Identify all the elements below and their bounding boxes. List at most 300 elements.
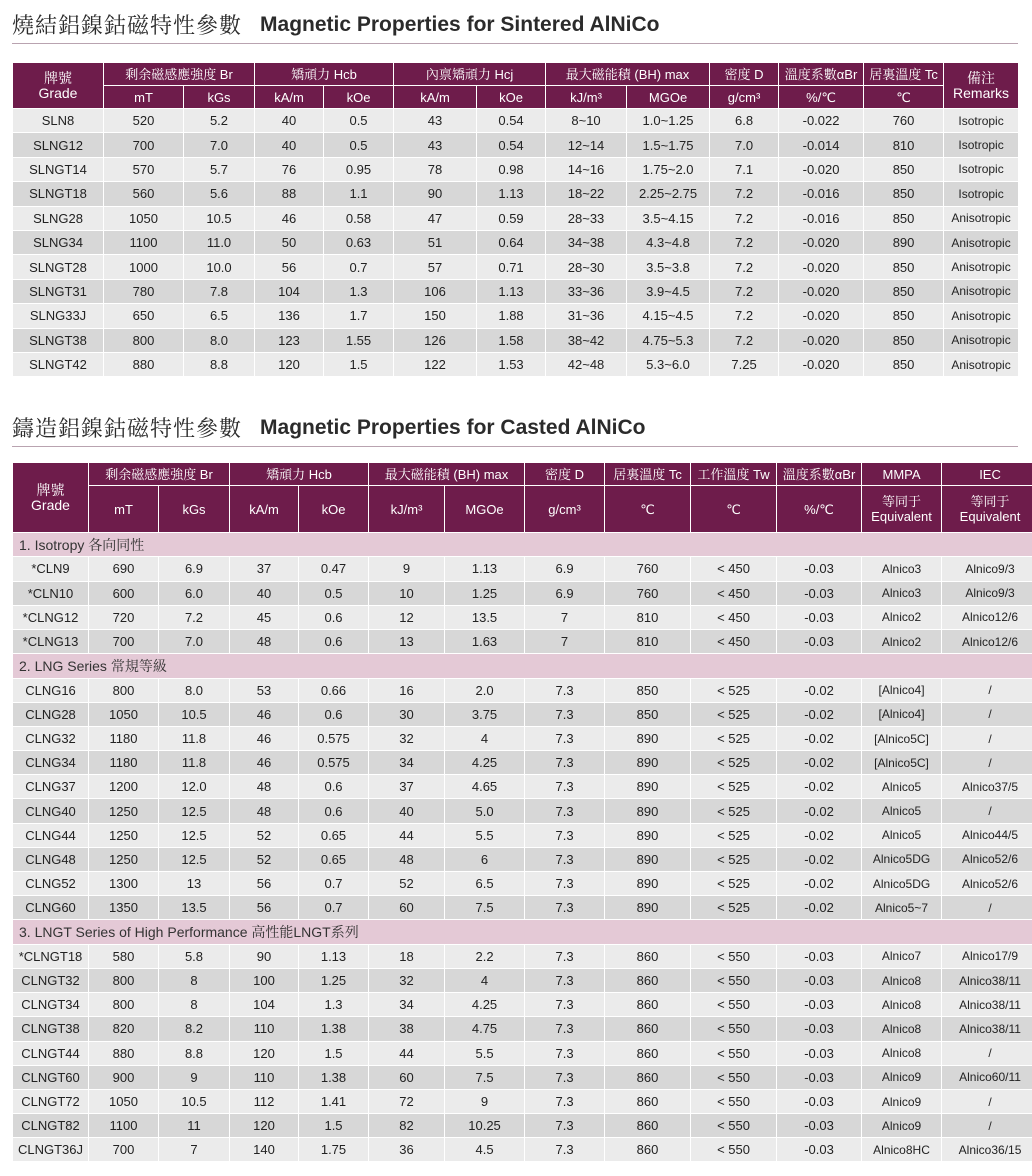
work-temp-cell: < 550	[691, 1017, 777, 1041]
unit-header: kJ/m³	[546, 86, 627, 109]
hcb-koe-cell: 0.47	[299, 557, 369, 581]
curie-temp-cell: 760	[605, 581, 691, 605]
hcb-kam-cell: 140	[230, 1138, 299, 1162]
hcj-koe-cell: 1.88	[477, 304, 546, 328]
hcb-kam-cell: 53	[230, 678, 299, 702]
density-cell: 7.2	[710, 230, 779, 254]
br-kgs-cell: 8	[159, 968, 230, 992]
sintered-title	[12, 9, 659, 40]
temp-coef-cell: -0.020	[779, 230, 864, 254]
iec-cell: Alnico38/11	[942, 968, 1032, 992]
hcb-kam-cell: 46	[230, 702, 299, 726]
br-kgs-cell: 10.5	[159, 702, 230, 726]
table-row	[13, 726, 1032, 750]
hcb-koe-cell: 1.5	[299, 1041, 369, 1065]
sintered-title-en: Magnetic Properties for Sintered AlNiCo	[260, 12, 660, 36]
mmpa-cell: [Alnico4]	[862, 678, 942, 702]
grade-cell: *CLNG13	[13, 629, 89, 653]
curie-temp-cell: 850	[605, 702, 691, 726]
hcj-koe-cell: 0.54	[477, 133, 546, 157]
iec-cell: /	[942, 1114, 1032, 1138]
temp-coef-cell: -0.03	[777, 1017, 862, 1041]
temp-coef-cell: -0.02	[777, 751, 862, 775]
grade-cell: SLNG28	[13, 206, 104, 230]
br-mt-cell: 800	[104, 328, 184, 352]
remarks-cell: Anisotropic	[944, 230, 1019, 254]
curie-temp-cell: 890	[605, 751, 691, 775]
mmpa-cell: Alnico5~7	[862, 896, 942, 920]
hcb-kam-cell: 46	[230, 726, 299, 750]
hcb-koe-cell: 0.6	[299, 775, 369, 799]
temp-coef-cell: -0.03	[777, 944, 862, 968]
br-kgs-cell: 8.8	[159, 1041, 230, 1065]
mmpa-cell: Alnico2	[862, 605, 942, 629]
equivalent-en: Equivalent	[871, 509, 932, 524]
temp-coef-cell: -0.03	[777, 1041, 862, 1065]
grade-cell: CLNGT72	[13, 1089, 89, 1113]
bh-kjm3-cell: 28~30	[546, 255, 627, 279]
hcb-kam-cell: 45	[230, 605, 299, 629]
bh-kjm3-cell: 34	[369, 993, 445, 1017]
temp-coef-cell: -0.02	[777, 823, 862, 847]
table-row	[13, 557, 1032, 581]
table-row	[13, 304, 1019, 328]
temp-coef-cell: -0.016	[779, 206, 864, 230]
density-cell: 7.3	[525, 775, 605, 799]
br-kgs-cell: 5.2	[184, 109, 255, 133]
work-temp-cell: < 550	[691, 968, 777, 992]
br-mt-cell: 800	[89, 993, 159, 1017]
bh-kjm3-cell: 37	[369, 775, 445, 799]
density-cell: 6.9	[525, 557, 605, 581]
grade-cell: SLNGT31	[13, 279, 104, 303]
category-label: 2. LNG Series 常規等級	[13, 654, 1032, 678]
curie-temp-cell: 760	[864, 109, 944, 133]
hcb-kam-cell: 56	[230, 896, 299, 920]
table-row	[13, 896, 1032, 920]
table-row	[13, 279, 1019, 303]
iec-cell: Alnico12/6	[942, 629, 1032, 653]
mmpa-cell: Alnico3	[862, 581, 942, 605]
temp-coef-cell: -0.03	[777, 1114, 862, 1138]
iec-cell: Alnico9/3	[942, 581, 1032, 605]
bh-mgoe-cell: 1.75~2.0	[627, 157, 710, 181]
curie-temp-cell: 860	[605, 944, 691, 968]
grade-cell: CLNG48	[13, 847, 89, 871]
iec-cell: Alnico52/6	[942, 847, 1032, 871]
br-mt-cell: 1050	[104, 206, 184, 230]
bh-kjm3-cell: 36	[369, 1138, 445, 1162]
mmpa-cell: [Alnico5C]	[862, 751, 942, 775]
density-cell: 6.8	[710, 109, 779, 133]
mmpa-cell: Alnico8HC	[862, 1138, 942, 1162]
br-mt-cell: 560	[104, 182, 184, 206]
br-kgs-cell: 10.5	[184, 206, 255, 230]
hcj-kam-cell: 43	[394, 109, 477, 133]
work-temp-cell: < 550	[691, 1089, 777, 1113]
mmpa-cell: Alnico2	[862, 629, 942, 653]
remarks-cell: Isotropic	[944, 182, 1019, 206]
bh-mgoe-cell: 1.5~1.75	[627, 133, 710, 157]
table-row	[13, 1065, 1032, 1089]
bh-kjm3-cell: 82	[369, 1114, 445, 1138]
grade-cell: CLNG60	[13, 896, 89, 920]
hcb-koe-cell: 0.5	[324, 133, 394, 157]
mmpa-cell: Alnico5	[862, 799, 942, 823]
work-temp-cell: < 525	[691, 896, 777, 920]
iec-cell: Alnico12/6	[942, 605, 1032, 629]
br-mt-cell: 800	[89, 678, 159, 702]
hcb-koe-cell: 0.6	[299, 799, 369, 823]
temp-coef-header: 溫度系數αBr	[777, 463, 862, 486]
temp-coef-cell: -0.02	[777, 872, 862, 896]
hcj-header: 內禀矯頑力 Hcj	[394, 63, 546, 86]
br-mt-cell: 650	[104, 304, 184, 328]
density-cell: 7.3	[525, 968, 605, 992]
remarks-cell: Anisotropic	[944, 328, 1019, 352]
work-temp-cell: < 525	[691, 702, 777, 726]
hcb-kam-cell: 52	[230, 847, 299, 871]
hcj-kam-cell: 47	[394, 206, 477, 230]
density-cell: 7	[525, 605, 605, 629]
hcb-koe-cell: 0.6	[299, 605, 369, 629]
curie-temp-cell: 850	[864, 352, 944, 376]
bh-kjm3-cell: 12	[369, 605, 445, 629]
table-row	[13, 1041, 1032, 1065]
curie-temp-cell: 850	[864, 255, 944, 279]
bh-mgoe-cell: 6	[445, 847, 525, 871]
remarks-cell: Anisotropic	[944, 279, 1019, 303]
density-cell: 7.1	[710, 157, 779, 181]
grade-cell: SLNG33J	[13, 304, 104, 328]
br-kgs-cell: 13.5	[159, 896, 230, 920]
bh-mgoe-cell: 2.0	[445, 678, 525, 702]
hcb-header: 矯頑力 Hcb	[230, 463, 369, 486]
hcj-koe-cell: 0.54	[477, 109, 546, 133]
bh-kjm3-cell: 32	[369, 968, 445, 992]
grade-cell: CLNG34	[13, 751, 89, 775]
bh-mgoe-cell: 4.3~4.8	[627, 230, 710, 254]
mmpa-equivalent-header	[862, 486, 942, 533]
bh-kjm3-cell: 40	[369, 799, 445, 823]
curie-temp-cell: 850	[864, 157, 944, 181]
curie-temp-cell: 810	[864, 133, 944, 157]
work-temp-header: 工作溫度 Tw	[691, 463, 777, 486]
grade-cell: CLNG16	[13, 678, 89, 702]
table-row	[13, 605, 1032, 629]
bh-kjm3-cell: 33~36	[546, 279, 627, 303]
curie-temp-cell: 860	[605, 1065, 691, 1089]
br-kgs-cell: 8	[159, 993, 230, 1017]
work-temp-cell: < 525	[691, 872, 777, 896]
table-row	[13, 847, 1032, 871]
density-cell: 7.3	[525, 896, 605, 920]
bh-mgoe-cell: 7.5	[445, 1065, 525, 1089]
br-mt-cell: 820	[89, 1017, 159, 1041]
table-row	[13, 255, 1019, 279]
curie-temp-cell: 850	[864, 182, 944, 206]
unit-header: kA/m	[230, 486, 299, 533]
bh-mgoe-cell: 5.0	[445, 799, 525, 823]
bh-max-header: 最大磁能積 (BH) max	[369, 463, 525, 486]
br-mt-cell: 1250	[89, 847, 159, 871]
iec-cell: /	[942, 726, 1032, 750]
hcj-koe-cell: 1.58	[477, 328, 546, 352]
equivalent-cn: 等同于	[882, 494, 922, 509]
temp-coef-cell: -0.03	[777, 557, 862, 581]
hcj-koe-cell: 0.71	[477, 255, 546, 279]
hcb-koe-cell: 1.75	[299, 1138, 369, 1162]
casted-title-rule	[12, 446, 1018, 447]
sintered-title-rule	[12, 43, 1018, 44]
density-cell: 7.3	[525, 1017, 605, 1041]
br-mt-cell: 1250	[89, 823, 159, 847]
curie-temp-cell: 850	[864, 206, 944, 230]
bh-mgoe-cell: 3.9~4.5	[627, 279, 710, 303]
bh-kjm3-cell: 48	[369, 847, 445, 871]
bh-kjm3-cell: 44	[369, 823, 445, 847]
hcb-kam-cell: 46	[255, 206, 324, 230]
hcb-koe-cell: 1.38	[299, 1017, 369, 1041]
hcb-koe-cell: 1.1	[324, 182, 394, 206]
br-mt-cell: 880	[104, 352, 184, 376]
work-temp-cell: < 450	[691, 605, 777, 629]
density-cell: 7.0	[710, 133, 779, 157]
bh-mgoe-cell: 13.5	[445, 605, 525, 629]
bh-mgoe-cell: 4.25	[445, 751, 525, 775]
br-mt-cell: 1050	[89, 702, 159, 726]
remarks-header-cn: 備注	[967, 69, 996, 86]
br-mt-cell: 900	[89, 1065, 159, 1089]
hcb-koe-cell: 0.5	[299, 581, 369, 605]
table-row	[13, 1017, 1032, 1041]
unit-header: kOe	[299, 486, 369, 533]
br-mt-cell: 780	[104, 279, 184, 303]
hcb-koe-cell: 1.13	[299, 944, 369, 968]
curie-temp-header: 居裏溫度 Tc	[864, 63, 944, 86]
temp-coef-cell: -0.03	[777, 993, 862, 1017]
mmpa-header: MMPA	[862, 463, 942, 486]
grade-cell: CLNGT60	[13, 1065, 89, 1089]
curie-temp-cell: 860	[605, 1017, 691, 1041]
temp-coef-cell: -0.02	[777, 702, 862, 726]
remarks-cell: Anisotropic	[944, 304, 1019, 328]
table-row	[13, 1089, 1032, 1113]
hcj-kam-cell: 126	[394, 328, 477, 352]
grade-cell: SLNG12	[13, 133, 104, 157]
bh-kjm3-cell: 16	[369, 678, 445, 702]
br-kgs-cell: 9	[159, 1065, 230, 1089]
br-kgs-cell: 5.8	[159, 944, 230, 968]
temp-coef-cell: -0.016	[779, 182, 864, 206]
br-mt-cell: 600	[89, 581, 159, 605]
br-mt-cell: 700	[89, 1138, 159, 1162]
density-cell: 6.9	[525, 581, 605, 605]
mmpa-cell: [Alnico4]	[862, 702, 942, 726]
density-cell: 7.3	[525, 1089, 605, 1113]
br-kgs-cell: 12.5	[159, 799, 230, 823]
hcb-kam-cell: 40	[255, 109, 324, 133]
hcb-koe-cell: 1.41	[299, 1089, 369, 1113]
bh-kjm3-cell: 18~22	[546, 182, 627, 206]
bh-kjm3-cell: 38~42	[546, 328, 627, 352]
br-mt-cell: 580	[89, 944, 159, 968]
casted-title-en: Magnetic Properties for Casted AlNiCo	[260, 415, 646, 439]
curie-temp-cell: 860	[605, 1041, 691, 1065]
br-kgs-cell: 8.0	[159, 678, 230, 702]
bh-mgoe-cell: 5.5	[445, 823, 525, 847]
hcb-koe-cell: 1.3	[299, 993, 369, 1017]
curie-temp-header: 居裏溫度 Tc	[605, 463, 691, 486]
unit-header: g/cm³	[525, 486, 605, 533]
remarks-cell: Anisotropic	[944, 206, 1019, 230]
grade-header	[13, 463, 89, 533]
br-mt-cell: 520	[104, 109, 184, 133]
curie-temp-cell: 860	[605, 1089, 691, 1113]
work-temp-cell: < 525	[691, 799, 777, 823]
bh-kjm3-cell: 9	[369, 557, 445, 581]
work-temp-cell: < 525	[691, 678, 777, 702]
br-mt-cell: 700	[89, 629, 159, 653]
bh-kjm3-cell: 38	[369, 1017, 445, 1041]
bh-kjm3-cell: 14~16	[546, 157, 627, 181]
hcb-kam-cell: 48	[230, 775, 299, 799]
hcb-koe-cell: 1.5	[324, 352, 394, 376]
bh-kjm3-cell: 10	[369, 581, 445, 605]
hcb-kam-cell: 40	[255, 133, 324, 157]
remarks-cell: Anisotropic	[944, 352, 1019, 376]
iec-cell: Alnico37/5	[942, 775, 1032, 799]
br-mt-cell: 1000	[104, 255, 184, 279]
iec-cell: /	[942, 1041, 1032, 1065]
hcb-kam-cell: 48	[230, 799, 299, 823]
iec-cell: /	[942, 1089, 1032, 1113]
density-cell: 7.2	[710, 255, 779, 279]
br-mt-cell: 1250	[89, 799, 159, 823]
density-header: 密度 D	[525, 463, 605, 486]
curie-temp-cell: 890	[605, 847, 691, 871]
hcj-koe-cell: 0.64	[477, 230, 546, 254]
bh-kjm3-cell: 12~14	[546, 133, 627, 157]
bh-mgoe-cell: 4.15~4.5	[627, 304, 710, 328]
sintered-title-cn: 燒結鋁鎳鈷磁特性參數	[12, 14, 243, 39]
br-mt-cell: 1100	[89, 1114, 159, 1138]
bh-mgoe-cell: 3.75	[445, 702, 525, 726]
hcb-koe-cell: 0.6	[299, 629, 369, 653]
br-kgs-cell: 8.2	[159, 1017, 230, 1041]
grade-cell: CLNGT38	[13, 1017, 89, 1041]
hcb-koe-cell: 0.5	[324, 109, 394, 133]
table-row	[13, 702, 1032, 726]
br-kgs-cell: 7	[159, 1138, 230, 1162]
density-cell: 7.3	[525, 1065, 605, 1089]
temp-coef-cell: -0.02	[777, 726, 862, 750]
table-row	[13, 823, 1032, 847]
grade-cell: CLNGT34	[13, 993, 89, 1017]
grade-cell: SLN8	[13, 109, 104, 133]
remarks-cell: Isotropic	[944, 133, 1019, 157]
unit-header: g/cm³	[710, 86, 779, 109]
grade-header-cn: 牌號	[44, 69, 72, 86]
grade-cell: CLNGT44	[13, 1041, 89, 1065]
hcb-koe-cell: 0.65	[299, 847, 369, 871]
br-kgs-cell: 5.7	[184, 157, 255, 181]
hcb-kam-cell: 52	[230, 823, 299, 847]
casted-properties-table	[12, 462, 1032, 1162]
hcj-koe-cell: 1.53	[477, 352, 546, 376]
density-cell: 7.3	[525, 847, 605, 871]
br-header: 剩余磁感應強度 Br	[89, 463, 230, 486]
temp-coef-header: 溫度系數αBr	[779, 63, 864, 86]
curie-temp-cell: 890	[864, 230, 944, 254]
temp-coef-cell: -0.020	[779, 279, 864, 303]
table-row	[13, 775, 1032, 799]
bh-mgoe-cell: 4	[445, 726, 525, 750]
density-cell: 7.2	[710, 279, 779, 303]
bh-kjm3-cell: 60	[369, 1065, 445, 1089]
work-temp-cell: < 525	[691, 823, 777, 847]
equivalent-en: Equivalent	[959, 509, 1021, 524]
table-row	[13, 678, 1032, 702]
unit-header: kA/m	[394, 86, 477, 109]
iec-equivalent-header	[942, 486, 1032, 533]
mmpa-cell: Alnico8	[862, 968, 942, 992]
sintered-properties-table	[12, 62, 1019, 377]
mmpa-cell: Alnico3	[862, 557, 942, 581]
temp-coef-cell: -0.02	[777, 799, 862, 823]
work-temp-cell: < 550	[691, 1138, 777, 1162]
casted-title-cn: 鑄造鋁鎳鈷磁特性參數	[12, 417, 243, 442]
category-row	[13, 920, 1032, 944]
hcb-koe-cell: 0.6	[299, 702, 369, 726]
bh-kjm3-cell: 52	[369, 872, 445, 896]
br-kgs-cell: 10.5	[159, 1089, 230, 1113]
bh-mgoe-cell: 3.5~4.15	[627, 206, 710, 230]
category-label: 1. Isotropy 各向同性	[13, 533, 1032, 557]
br-kgs-cell: 7.8	[184, 279, 255, 303]
mmpa-cell: Alnico5DG	[862, 872, 942, 896]
iec-cell: Alnico38/11	[942, 993, 1032, 1017]
bh-kjm3-cell: 72	[369, 1089, 445, 1113]
density-cell: 7.3	[525, 726, 605, 750]
bh-kjm3-cell: 28~33	[546, 206, 627, 230]
unit-header: ℃	[864, 86, 944, 109]
hcb-header: 矯頑力 Hcb	[255, 63, 394, 86]
hcb-kam-cell: 136	[255, 304, 324, 328]
hcb-koe-cell: 0.65	[299, 823, 369, 847]
hcb-koe-cell: 1.3	[324, 279, 394, 303]
hcb-koe-cell: 0.63	[324, 230, 394, 254]
iec-cell: Alnico52/6	[942, 872, 1032, 896]
unit-header: %/℃	[777, 486, 862, 533]
grade-cell: SLNGT42	[13, 352, 104, 376]
work-temp-cell: < 525	[691, 775, 777, 799]
density-cell: 7.3	[525, 944, 605, 968]
unit-header: kA/m	[255, 86, 324, 109]
hcb-kam-cell: 48	[230, 629, 299, 653]
temp-coef-cell: -0.03	[777, 605, 862, 629]
table-row	[13, 968, 1032, 992]
curie-temp-cell: 890	[605, 823, 691, 847]
bh-mgoe-cell: 1.25	[445, 581, 525, 605]
temp-coef-cell: -0.020	[779, 157, 864, 181]
unit-header: kGs	[184, 86, 255, 109]
hcb-koe-cell: 1.25	[299, 968, 369, 992]
bh-kjm3-cell: 60	[369, 896, 445, 920]
table-row	[13, 230, 1019, 254]
density-cell: 7.2	[710, 328, 779, 352]
mmpa-cell: Alnico5DG	[862, 847, 942, 871]
